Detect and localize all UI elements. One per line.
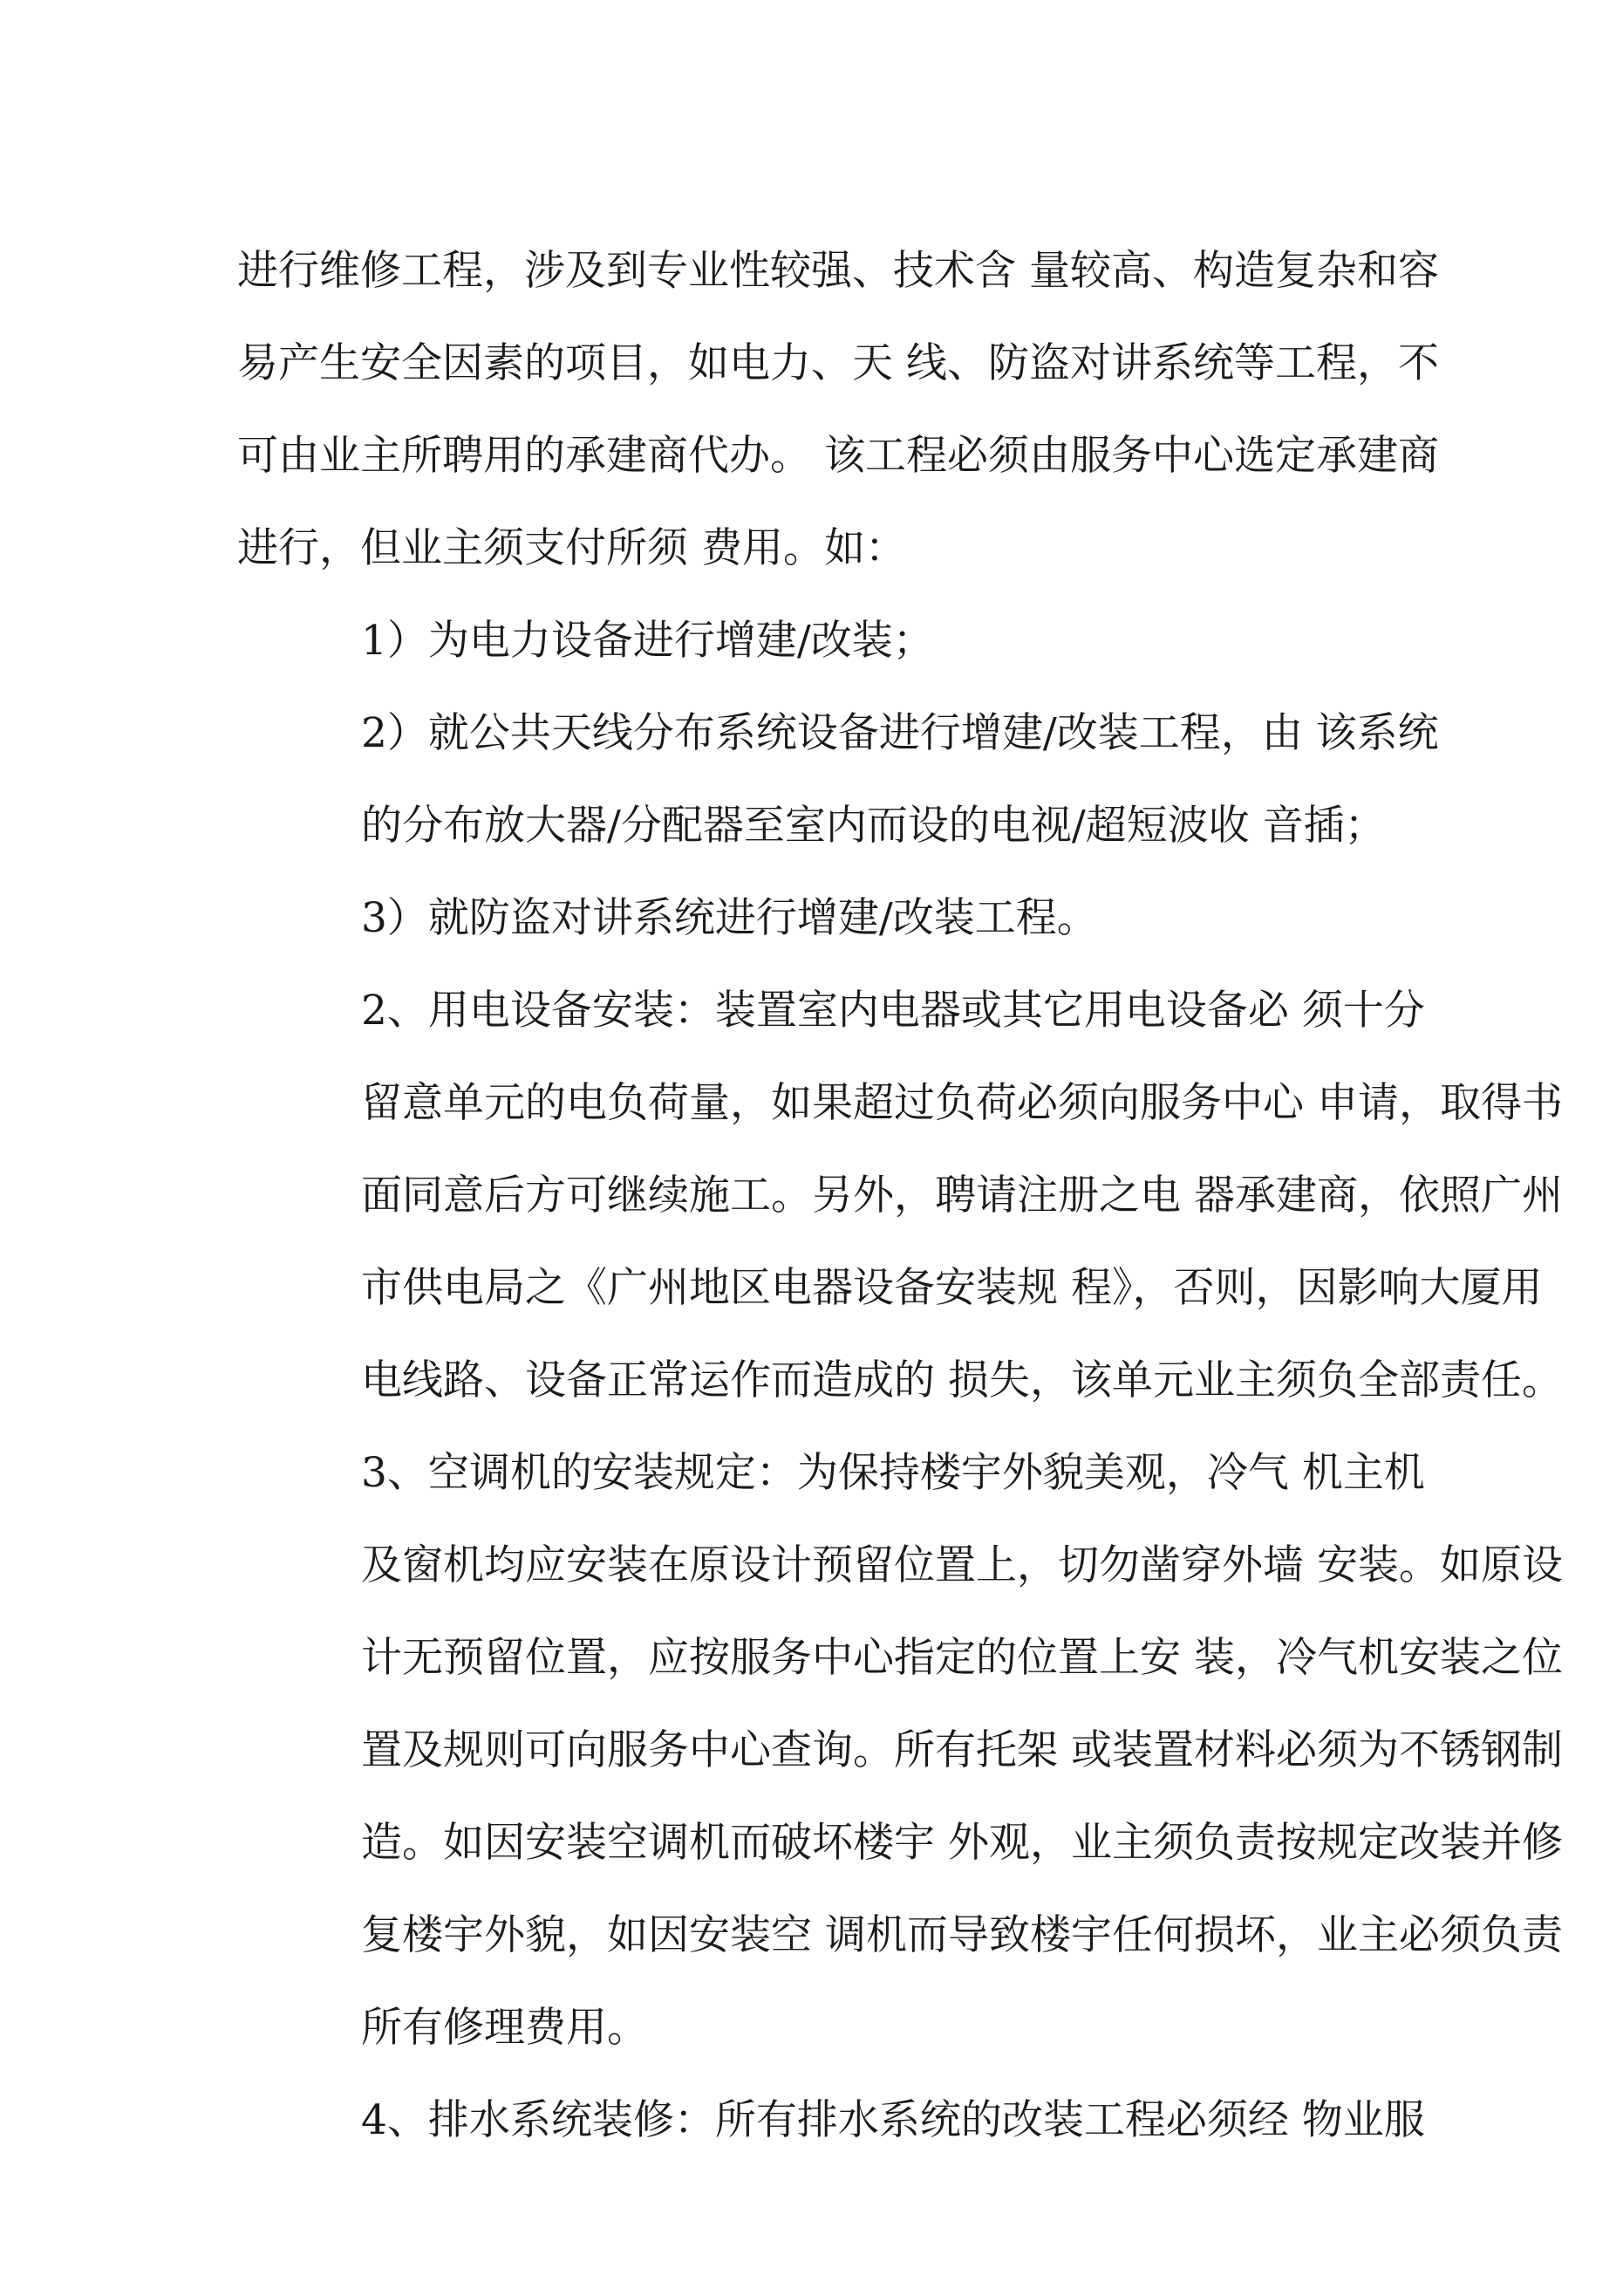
text-line: 复楼宇外貌，如因安装空 调机而导致楼宇任何损坏，业主必须负责 bbox=[361, 1911, 1563, 1959]
text-line: 市供电局之《广州地区电器设备安装规 程》，否则，因影响大厦用 bbox=[361, 1264, 1543, 1312]
text-line: 置及规则可向服务中心查询。所有托架 或装置材料必须为不锈钢制 bbox=[361, 1726, 1563, 1774]
text-line: 造。如因安装空调机而破坏楼宇 外观，业主须负责按规定改装并修 bbox=[361, 1819, 1563, 1867]
text-line: 3、空调机的安装规定：为保持楼宇外貌美观，冷气 机主机 bbox=[361, 1449, 1425, 1497]
list-item-antenna-system bbox=[237, 687, 1439, 872]
paragraph-air-conditioner-installation bbox=[237, 1427, 1563, 2074]
text-line: 1）为电力设备进行增建/改装； bbox=[361, 617, 934, 665]
text-line: 及窗机均应安装在原设计预留位置上，切勿凿穿外墙 安装。如原设 bbox=[361, 1541, 1563, 1589]
text-line: 可由业主所聘用的承建商代办。 该工程必须由服务中心选定承建商 bbox=[237, 432, 1439, 480]
list-item-power-equipment bbox=[237, 595, 1423, 687]
document-body bbox=[237, 225, 1563, 2167]
text-line: 3）就防盗对讲系统进行增建/改装工程。 bbox=[361, 894, 1098, 942]
text-line: 电线路、设备正常运作而造成的 损失，该单元业主须负全部责任。 bbox=[361, 1356, 1563, 1404]
text-line: 留意单元的电负荷量，如果超过负荷必须向服务中心 申请，取得书 bbox=[361, 1079, 1563, 1127]
text-line: 易产生安全因素的项目，如电力、天 线、防盗对讲系统等工程，不 bbox=[237, 339, 1439, 387]
text-line: 2）就公共天线分布系统设备进行增建/改装工程，由 该系统 bbox=[361, 709, 1439, 757]
text-line: 进行，但业主须支付所须 费用。如： bbox=[237, 524, 906, 572]
paragraph-drainage-renovation bbox=[237, 2074, 1423, 2167]
paragraph-electrical-installation bbox=[237, 965, 1563, 1427]
list-item-intercom-system bbox=[237, 872, 1423, 965]
text-line: 2、用电设备安装：装置室内电器或其它用电设备必 须十分 bbox=[361, 987, 1425, 1035]
text-line: 进行维修工程，涉及到专业性较强、技术含 量较高、构造复杂和容 bbox=[237, 247, 1439, 295]
paragraph-maintenance-works bbox=[237, 225, 1439, 595]
text-line: 的分布放大器/分配器至室内而设的电视/超短波收 音插； bbox=[361, 802, 1386, 850]
text-line: 4、排水系统装修：所有排水系统的改装工程必须经 物业服 bbox=[361, 2096, 1425, 2144]
text-line: 所有修理费用。 bbox=[361, 2004, 648, 2052]
text-line: 面同意后方可继续施工。另外，聘请注册之电 器承建商，依照广州 bbox=[361, 1172, 1563, 1220]
text-line: 计无预留位置，应按服务中心指定的位置上安 装，冷气机安装之位 bbox=[361, 1634, 1563, 1682]
